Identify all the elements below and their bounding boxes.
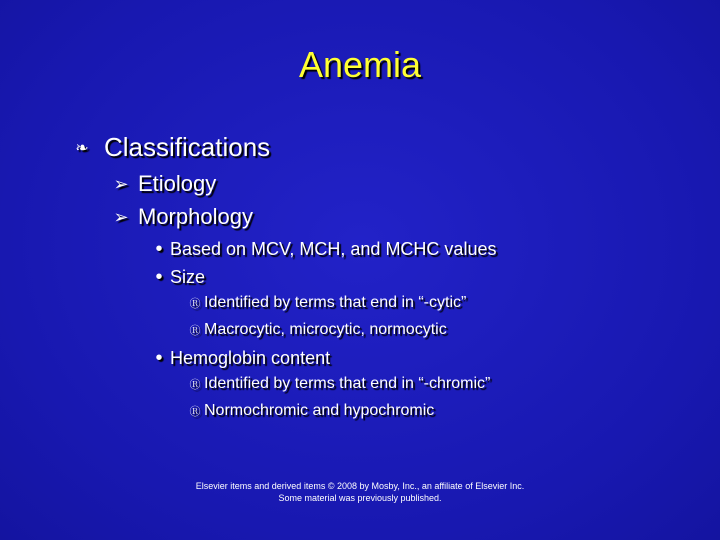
bullet-text: Macrocytic, microcytic, normocytic (204, 321, 447, 338)
bullet-based-on-values (148, 238, 496, 261)
circled-r-bullet-icon: Ⓡ (189, 298, 201, 310)
dot-bullet-icon: • (155, 266, 163, 288)
dot-bullet-icon: • (155, 238, 163, 260)
bullet-text: Classifications (104, 132, 271, 162)
bullet-morphology (104, 204, 253, 230)
circled-r-bullet-icon: Ⓡ (189, 325, 201, 337)
bullet-cytic-terms (186, 294, 466, 312)
bullet-text: Size (170, 267, 206, 287)
arrow-bullet-icon: ➢ (113, 206, 129, 227)
bullet-text: Identified by terms that end in “-cytic” (204, 294, 467, 311)
circled-r-bullet-icon: Ⓡ (189, 379, 201, 391)
bullet-text: Based on MCV, MCH, and MCHC values (170, 239, 497, 259)
bullet-text: Etiology (138, 171, 217, 196)
copyright-note: Some material was previously published. (278, 493, 442, 503)
bullet-classifications (60, 132, 270, 163)
bullet-hemoglobin-content (148, 347, 330, 370)
bullet-cytic-examples (186, 321, 447, 339)
dot-bullet-icon: • (155, 347, 163, 369)
bullet-text: Morphology (138, 204, 253, 229)
circled-r-bullet-icon: Ⓡ (189, 406, 201, 418)
bullet-etiology (104, 171, 216, 197)
copyright-line: Elsevier items and derived items © 2008 by Mosby, Inc., an affiliate of Elsevier Inc. (195, 481, 525, 491)
bullet-text: Normochromic and hypochromic (204, 402, 435, 419)
bullet-text: Hemoglobin content (170, 348, 331, 368)
bullet-size (148, 266, 205, 289)
bullet-chromic-terms (186, 375, 490, 393)
ornament-bullet-icon: ❧ (75, 139, 89, 157)
arrow-bullet-icon: ➢ (113, 173, 129, 194)
bullet-chromic-examples (186, 402, 434, 420)
bullet-text: Identified by terms that end in “-chromic” (204, 375, 491, 392)
copyright-footer (0, 480, 720, 504)
slide-title: Anemia (298, 44, 422, 85)
